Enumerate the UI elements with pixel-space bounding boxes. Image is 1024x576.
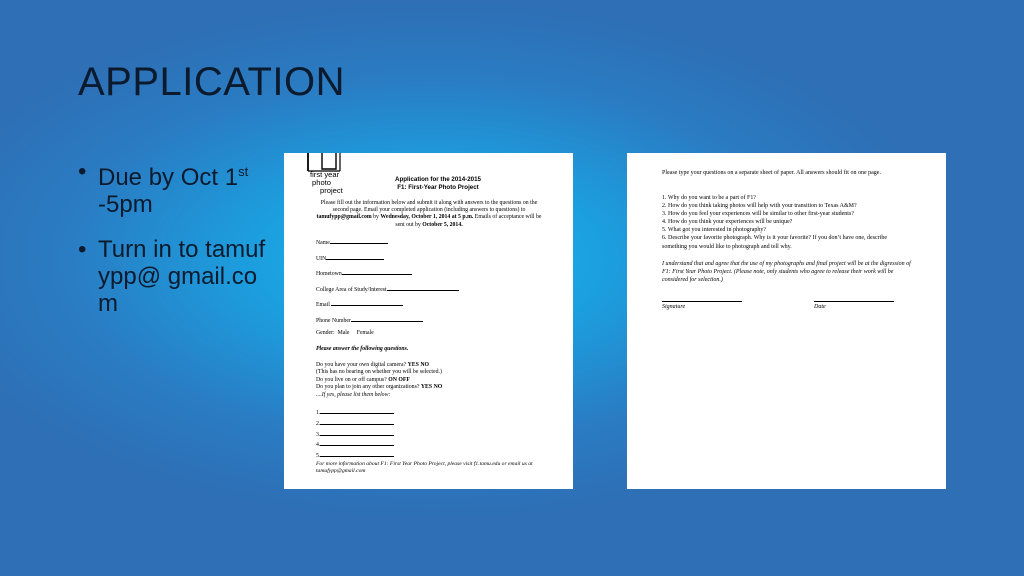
bullet-dot-icon: • <box>78 236 87 263</box>
field-phone: Phone Number <box>316 315 546 331</box>
logo-line: photo <box>312 178 332 187</box>
date-line: Date <box>814 301 894 312</box>
application-page-1 <box>284 153 573 489</box>
application-heading: Application for the 2014-2015 F1: First-Year Photo Project <box>395 176 481 191</box>
list-item: 3. How do you feel your experiences will be similar to other first-year students? <box>662 211 854 218</box>
bullet-turn-in <box>78 236 268 317</box>
form-fields <box>316 237 546 346</box>
list-item: 3. <box>316 429 394 440</box>
field-college-area: College Area of Study/Interest <box>316 284 546 300</box>
application-intro: Please fill out the information below and submit it along with answers to the questions on the second page. Email your completed application (including answers to questions) to tamufypp@gmail.com by Wednesday, October 1, 2014 at 5 p.m. Emails of acceptance will be sent out by October 5, 2014. <box>316 200 542 228</box>
list-item: 1. <box>316 407 394 418</box>
organization-list <box>316 407 394 461</box>
field-gender: Gender: Male Female <box>316 330 374 336</box>
list-item: 2. How do you think taking photos will help with your transition to Texas A&M? <box>662 203 857 210</box>
questions-title: Please answer the following questions. <box>316 346 409 352</box>
signature-line: Signature <box>662 301 742 312</box>
turn-in-text: Turn in to tamufypp@ gmail.com <box>98 236 266 317</box>
application-footer: For more information about F1: First Year Photo Project, please visit f1.tamu.edu or email us at tamufypp@gmail.com <box>316 461 533 475</box>
list-item: 6. Describe your favorite photograph. Why is it your favorite? If you don’t have one, describe something you would like to photograph and tell why. <box>662 235 888 250</box>
due-date-text: Due by Oct 1 <box>98 164 239 191</box>
page2-intro: Please type your questions on a separate sheet of paper. All answers should fit on one page. <box>662 170 881 176</box>
field-hometown: Hometown <box>316 268 546 284</box>
essay-questions <box>662 194 912 251</box>
agreement-text: I understand that and agree that the use of my photographs and final project will be at the digression of F1: First Year Photo Project. (Please note, only students who agree to release their work will be considered for selection.) <box>662 261 911 284</box>
due-date-suffix: st <box>238 164 249 179</box>
due-date-time: -5pm <box>98 191 153 218</box>
list-item: 5. What got you interested in photography? <box>662 227 767 234</box>
list-item: 2. <box>316 418 394 429</box>
f1-logo <box>306 153 354 197</box>
list-item: 4. <box>316 439 394 450</box>
bullet-dot-icon: • <box>78 158 87 185</box>
logo-line: project <box>320 186 343 195</box>
field-name: Name <box>316 237 546 253</box>
slide-title: APPLICATION <box>78 60 346 104</box>
bullet-list <box>78 158 268 335</box>
logo-line: first year <box>310 170 340 179</box>
list-item: 1. Why do you want to be a part of F1? <box>662 195 757 201</box>
field-email: Email <box>316 299 546 315</box>
application-page-2 <box>627 153 946 489</box>
bullet-due-date <box>78 158 268 218</box>
list-item: 5. <box>316 450 394 461</box>
field-uin: UIN <box>316 253 546 269</box>
yes-no-questions: Do you have your own digital camera? YES NO (This has no bearing on whether you will be selected.) Do you live on or off campus? ON OFF Do you plan to join any other organizations? YES NO ....If yes, please list them below: <box>316 362 443 398</box>
list-item: 4. How do you think your experiences will be unique? <box>662 219 793 226</box>
